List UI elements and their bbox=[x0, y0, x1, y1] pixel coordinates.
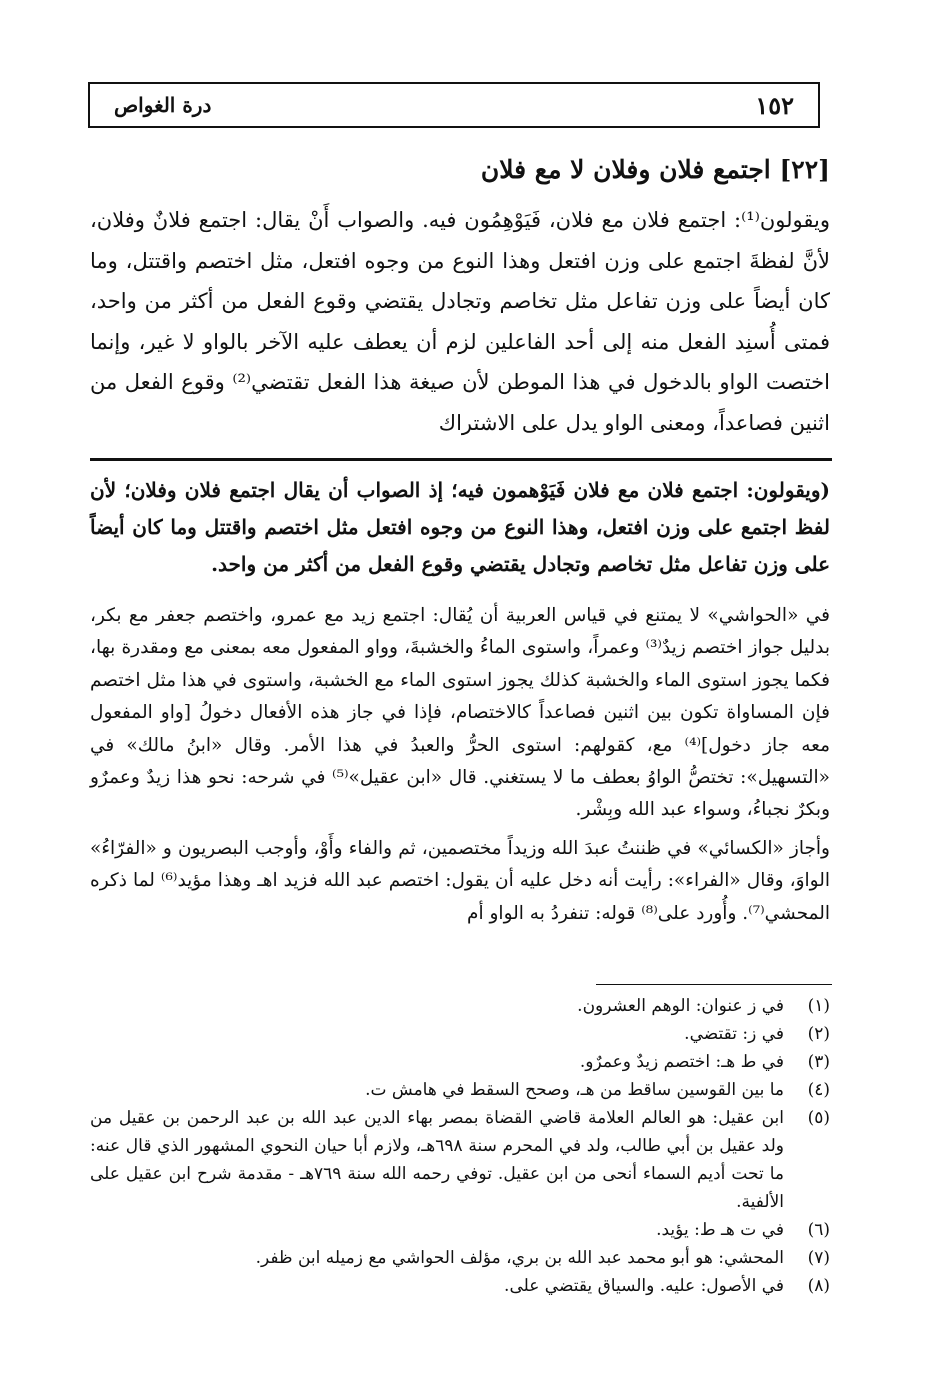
footnote-text: في ط هـ: اختصم زيدٌ وعمرٌو. bbox=[579, 1052, 784, 1072]
footnote-number: (٥) bbox=[807, 1108, 830, 1128]
page-header bbox=[88, 82, 820, 128]
footnote-divider bbox=[596, 984, 832, 985]
footnote-number: (٨) bbox=[807, 1276, 830, 1296]
section-divider bbox=[90, 458, 832, 461]
footnote-item bbox=[90, 1272, 830, 1300]
footnote-number: (٦) bbox=[807, 1220, 830, 1240]
section-title: [٢٢] اجتمع فلان وفلان لا مع فلان bbox=[480, 155, 830, 184]
main-text: ويقولون⁽¹⁾: اجتمع فلان مع فلان، فَيَوْهِمُون فيه. والصواب أَنْ يقال: اجتمع فلانٌ وفلان، لأنَّ لفظةَ اجتمع على وزن افتعل وهذا النوع من وجوه افتعل، مثل اختصم واقتتل، وما كان أيضاً على وزن تفاعل مثل تخاصم وتجادل يقتضي وقوع الفعل من أكثر من واحد، فمتى أُسنِد الفعل منه إلى أحد الفاعلين لزم أن يعطف عليه الآخر بالواو لا غير، وإنما اختصت الواو بالدخول في هذا الموطن لأن صيغة هذا الفعل تقتضي⁽²⁾ وقوع الفعل من اثنين فصاعداً، ومعنى الواو يدل على الاشتراك bbox=[90, 208, 830, 435]
footnote-item bbox=[90, 1048, 830, 1076]
commentary-paragraph: في «الحواشي» لا يمتنع في قياس العربية أن يُقال: اجتمع زيد مع عمرو، واختصم جعفر مع بكر، بدليل جواز اختصم زيدٌ⁽³⁾ وعمراً، واستوى الماءُ والخشبةَ، وواو المفعول معه بمعنى مع ومقدرة بها، فكما يجوز استوى الماء والخشبة كذلك يجوز استوى الماء مع الخشبة، واستوى في هذا مثل اختصم فإن المساواة تكون بين اثنين فصاعداً كالاختصام، فإذا في جاز هذه الأفعال دخولُ [واو المفعول معه جاز دخول]⁽⁴⁾ مع، كقولهم: استوى الحرُّ والعبدُ في هذا الأمر. وقال «ابنُ مالك» في «التسهيل»: تختصُّ الواوُ بعطف ما لا يستغني. قال «ابن عقيل»⁽⁵⁾ في شرحه: نحو هذا زيدٌ وعمرٌو وبكرٌ نجباءُ، وسواء عبد الله وبِشْر. bbox=[90, 605, 830, 821]
footnote-number: (٧) bbox=[807, 1248, 830, 1268]
footnote-text: في ت هـ ط: يؤيد. bbox=[656, 1220, 784, 1240]
quoted-passage: (ويقولون: اجتمع فلان مع فلان فَيَوْهمون فيه؛ إذ الصواب أن يقال اجتمع فلان وفلان؛ لأن لفظ اجتمع على وزن افتعل، وهذا النوع من وجوه افتعل مثل اختصم واقتتل وما كان أيضاً على وزن تفاعل مثل تخاصم وتجادل يقتضي وقوع الفعل من أكثر من واحد. bbox=[90, 478, 830, 576]
footnote-item bbox=[90, 1104, 830, 1216]
commentary-paragraph: وأجاز «الكسائي» في ظننتُ عبدَ الله وزيداً مختصمين، ثم والفاء وأَوْ، وأوجب البصريون و «الفرّاءُ» الواوَ، وقال «الفراء»: رأيت أنه دخل عليه أن يقول: اختصم عبد الله فزيد اهـ وهذا مؤيد⁽⁶⁾ لما ذكره المحشي⁽⁷⁾. وأُورد على⁽⁸⁾ قوله: تنفردُ به الواو أم bbox=[90, 837, 830, 924]
footnote-number: (٣) bbox=[807, 1052, 830, 1072]
footnote-text: في الأصول: عليه. والسياق يقتضي على. bbox=[504, 1276, 784, 1296]
footnote-item bbox=[90, 992, 830, 1020]
footnote-item bbox=[90, 1076, 830, 1104]
commentary bbox=[90, 600, 830, 930]
page-number: ١٥٢ bbox=[755, 90, 794, 120]
footnote-text: في ز: تقتضي. bbox=[684, 1024, 784, 1044]
footnote-item bbox=[90, 1020, 830, 1048]
footnote-number: (٤) bbox=[807, 1080, 830, 1100]
footnote-text: في ز عنوان: الوهم العشرون. bbox=[577, 996, 784, 1016]
footnotes bbox=[90, 992, 830, 1300]
footnote-text: المحشي: هو أبو محمد عبد الله بن بري، مؤلف الحواشي مع زميله ابن ظفر. bbox=[255, 1248, 784, 1268]
footnote-item bbox=[90, 1244, 830, 1272]
footnote-number: (٢) bbox=[807, 1024, 830, 1044]
footnote-item bbox=[90, 1216, 830, 1244]
footnote-number: (١) bbox=[807, 996, 830, 1016]
footnote-text: ابن عقيل: هو العالم العلامة قاضي القضاة بمصر بهاء الدين عبد الله بن عبد الرحمن بن عقيل من ولد عقيل بن أبي طالب، ولد في المحرم سنة ٦٩٨هـ، ولازم أبا حيان النحوي المشهور الذي قال عنه: ما تحت أديم السماء أنحى من ابن عقيل. توفي رحمه الله سنة ٧٦٩هـ - مقدمة شرح ابن عقيل على الألفية. bbox=[90, 1108, 784, 1212]
footnote-text: ما بين القوسين ساقط من هـ، وصحح السقط في هامش ت. bbox=[365, 1080, 784, 1100]
book-title: درة الغواص bbox=[114, 93, 212, 117]
